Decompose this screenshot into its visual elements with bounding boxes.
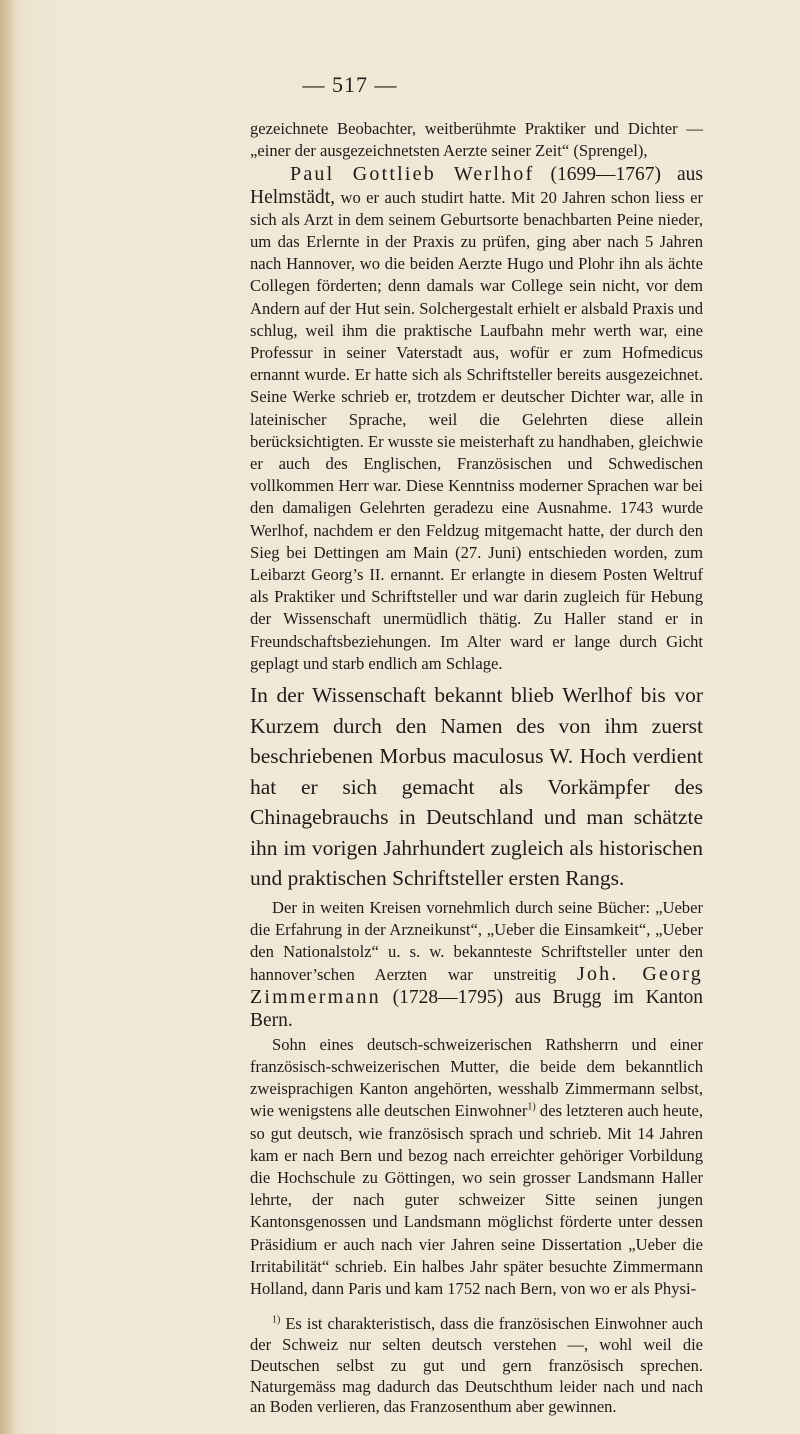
paragraph-continuation: gezeichnete Beobachter, weitberühmte Praktiker und Dichter — „einer der ausgezeichnetsten Aerzte seiner Zeit“ (Sprengel),: [250, 119, 703, 161]
page-binding-edge: [0, 0, 14, 1434]
person-name-zimmermann: Joh. Georg Zimmermann: [250, 963, 703, 1009]
paragraph-zimmermann-intro: [250, 897, 703, 1032]
paragraph-werlhof: [250, 163, 703, 675]
zimmermann-intro-text: Der in weiten Kreisen vornehmlich durch seine Bücher: „Ueber die Erfahrung in der Arzneikunst“, „Ueber die Einsamkeit“, „Ueber den Nationalstolz“ u. s. w. bekannteste Schriftsteller unter den hannover’schen Aerzten war unstreitig: [250, 897, 703, 985]
werlhof-biography: wo er auch studirt hatte. Mit 20 Jahren schon liess er sich als Arzt in dem seinem Geburtsorte benachbarten Peine nieder, um das Erlernte in der Praxis zu prüfen, ging aber nach 5 Jahren nach Hannover, wo die beiden Aerzte Hugo und Plohr ihn als ächte Collegen förderten; denn damals war College sein nicht, vor dem Andern auf der Hut sein. Solchergestalt erhielt er alsbald Praxis und schlug, weil ihm die praktische Laufbahn mehr werth war, eine Professur in seiner Vaterstadt aus, wofür er zum Hofmedicus ernannt wurde. Er hatte sich als Schriftsteller bereits ausgezeichnet. Seine Werke schrieb er, trotzdem er deutscher Dichter war, alle in lateinischer Sprache, weil die Gelehrten diese allein berücksichtigten. Er wusste sie meisterhaft zu handhaben, gleichwie er auch des Englischen, Französischen und Schwedischen vollkommen Herr war. Diese Kenntniss moderner Sprachen war bei den damaligen Gelehrten geradezu eine Ausnahme. 1743 wurde Werlhof, nachdem er den Feldzug mitgemacht hatte, der durch den Sieg bei Dettingen am Main (27. Juni) entschieden worden, zum Leibarzt Georg’s II. ernannt. Er erlangte in diesem Posten Weltruf als Praktiker und Schriftsteller und war darin zugleich für Hebung der Wissenschaft unermüdlich thätig. Zu Haller stand er in Freundschaftsbeziehungen. Im Alter ward er lange durch Gicht geplagt und starb endlich am Schlage.: [250, 187, 704, 673]
person-name-werlhof: Paul Gottlieb Werlhof: [290, 163, 535, 186]
body-text: [250, 118, 703, 1418]
zimmermann-bio-part-1: Sohn eines deutsch-schweizerischen Rathsherrn und einer französisch-schweizerischen Mutter, die beide dem bekanntlich zweisprachigen Kanton angehörten, wesshalb Zimmermann selbst, wie wenigstens alle deutschen Einwohner: [250, 1034, 703, 1121]
footnote: [250, 1314, 703, 1418]
paragraph-werlhof-legacy: In der Wissenschaft bekannt blieb Werlhof bis vor Kurzem durch den Namen des von ihm zuerst beschriebenen Morbus maculosus W. Hoch verdient hat er sich gemacht als Vorkämpfer des Chinagebrauchs in Deutschland und man schätzte ihn im vorigen Jahrhundert zugleich als historischen und praktischen Schriftsteller ersten Rangs.: [250, 683, 703, 891]
werlhof-years: (1699—1767) aus Helmstädt,: [250, 164, 703, 208]
zimmermann-origin: (1728—1795) aus Brugg im Kanton Bern.: [250, 987, 703, 1031]
paragraph-zimmermann-biography: [250, 1034, 703, 1300]
footnote-marker: 1): [272, 1314, 281, 1326]
footnote-reference: 1): [527, 1101, 536, 1113]
page-number: — 517 —: [302, 72, 398, 97]
zimmermann-bio-part-2: des letzteren auch heute, so gut deutsch, wie französisch sprach und schrieb. Mit 14 Jahren kam er nach Bern und bezog nach erreichter gehöriger Vorbildung die Hochschule zu Göttingen, wo sein grosser Landsmann Haller lehrte, der nach guter schweizer Sitte seinen jungen Kantonsgenossen und Landsmann möglichst förderte unter dessen Präsidium er auch nach vier Jahren seine Dissertation „Ueber die Irritabilität“ schrieb. Ein halbes Jahr später besuchte Zimmermann Holland, dann Paris und kam 1752 nach Bern, von wo er als Physi-: [250, 1101, 704, 1299]
footnote-text: Es ist charakteristisch, dass die französischen Einwohner auch der Schweiz nur selten deutsch verstehen —, wohl weil die Deutschen selbst zu gut und gern französisch sprechen. Naturgemäss mag dadurch das Deutschthum leider nach und nach an Boden verlieren, das Franzosenthum aber gewinnen.: [250, 1314, 703, 1417]
